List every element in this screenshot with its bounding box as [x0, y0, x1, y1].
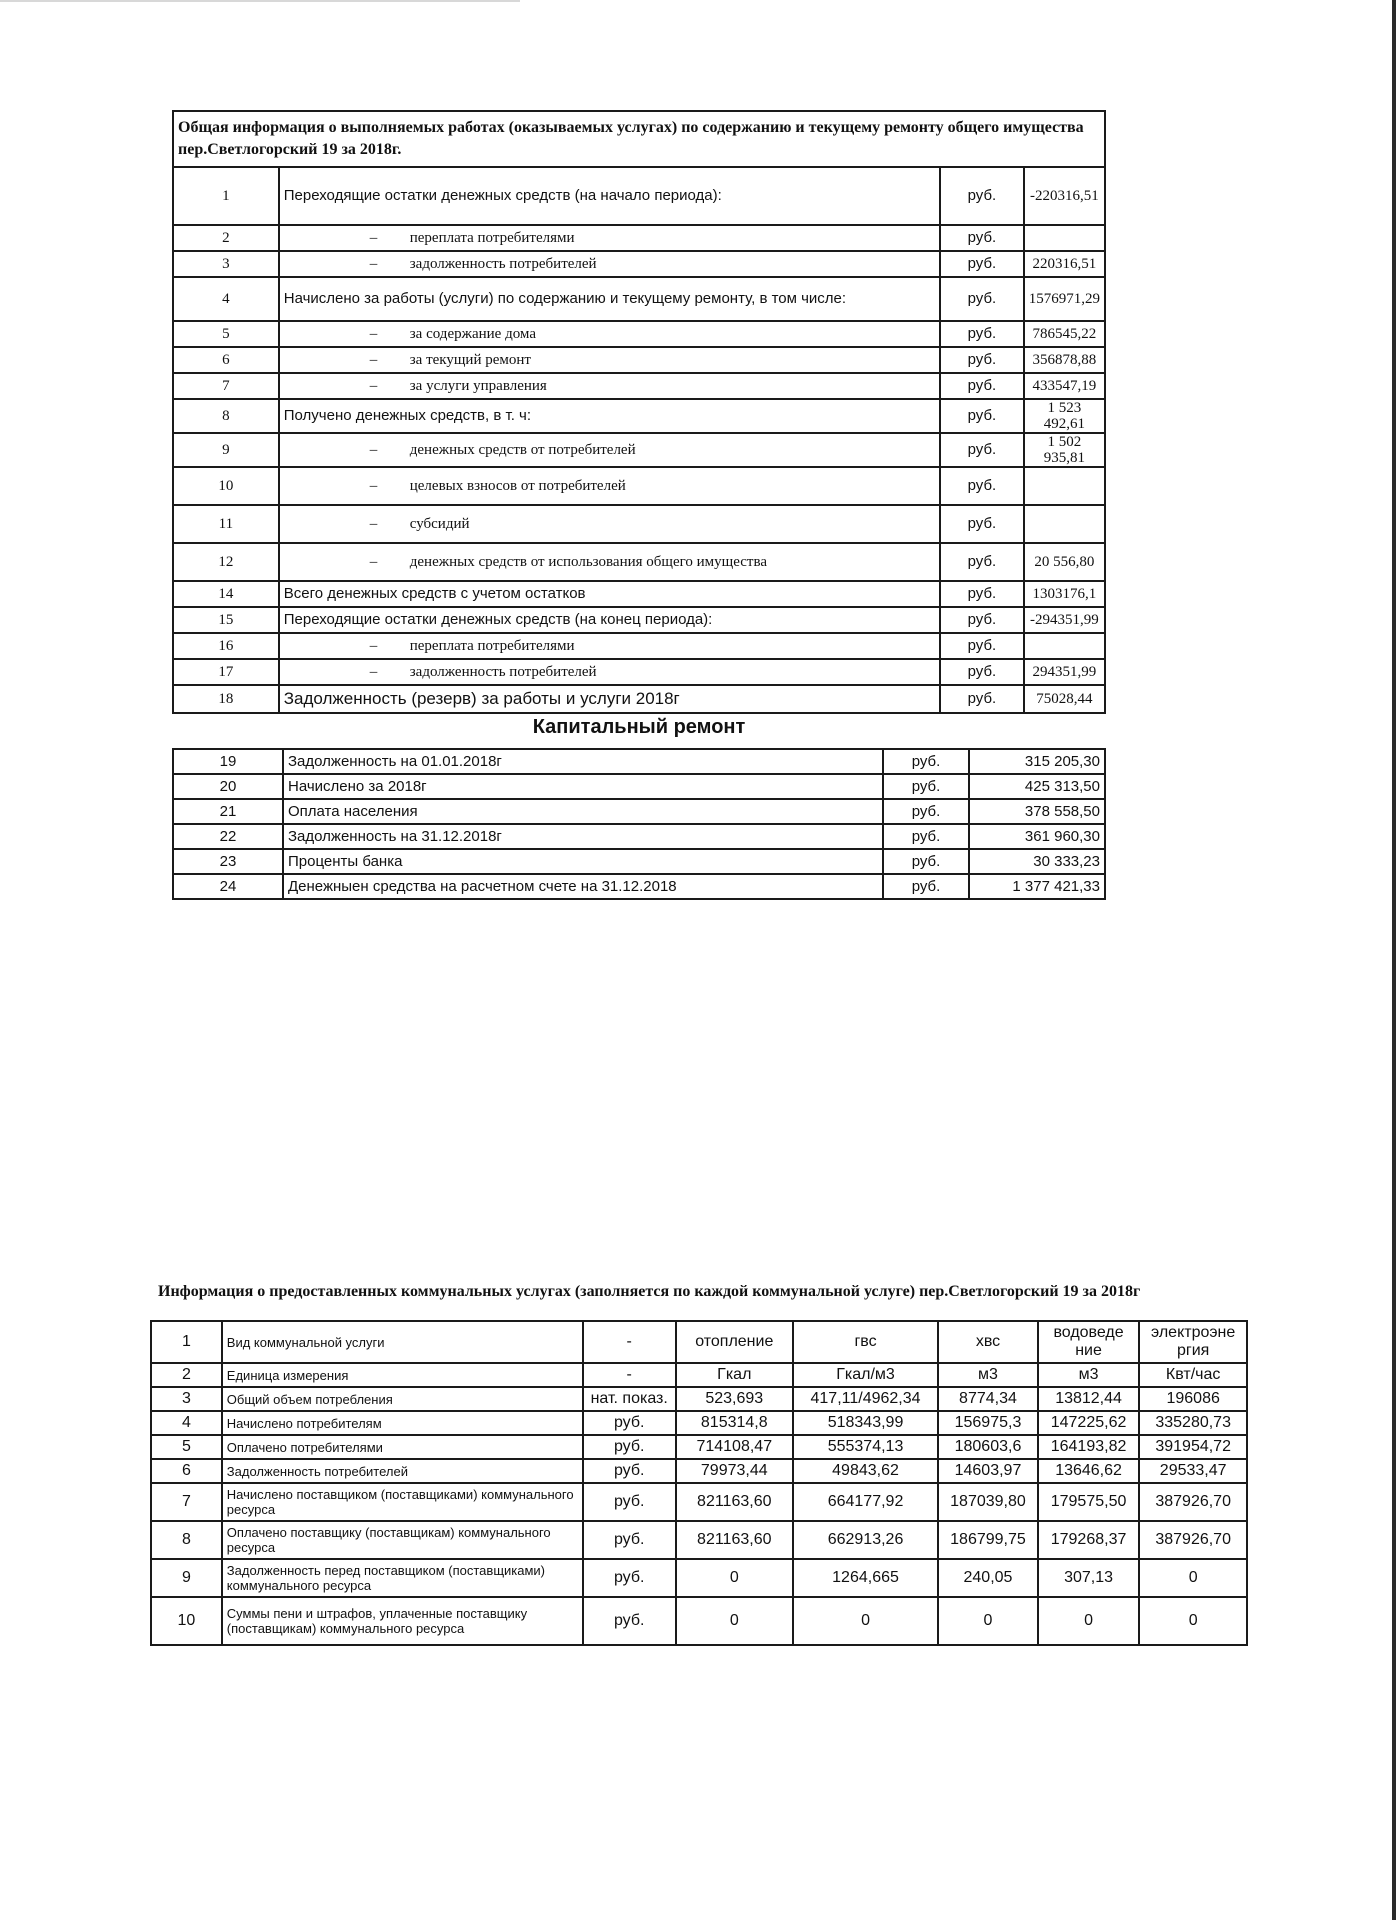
- table-row: 21 Оплата населения руб. 378 558,50: [173, 799, 1105, 824]
- table-row: 4 Начислено за работы (услуги) по содержанию и текущему ремонту, в том числе: руб. 1576971,29: [173, 277, 1105, 321]
- table-row: 8 Получено денежных средств, в т. ч: руб. 1 523 492,61: [173, 399, 1105, 433]
- table-row: 22 Задолженность на 31.12.2018г руб. 361 960,30: [173, 824, 1105, 849]
- table-row: 6 – за текущий ремонт руб. 356878,88: [173, 347, 1105, 373]
- table-row: 1 Переходящие остатки денежных средств (на начало периода): руб. -220316,51: [173, 167, 1105, 225]
- scan-artifact: [0, 0, 520, 2]
- table-row: 12 – денежных средств от использования общего имущества руб. 20 556,80: [173, 543, 1105, 581]
- table-row: 10 Суммы пени и штрафов, уплаченные поставщику (поставщикам) коммунального ресурса руб. 0 0 0 0 0: [151, 1597, 1247, 1645]
- table-row: 6 Задолженность потребителей руб. 79973,44 49843,62 14603,97 13646,62 29533,47: [151, 1459, 1247, 1483]
- table-row: 7 Начислено поставщиком (поставщиками) коммунального ресурса руб. 821163,60 664177,92 187039,80 179575,50 387926,70: [151, 1483, 1247, 1521]
- table-row: 8 Оплачено поставщику (поставщикам) коммунального ресурса руб. 821163,60 662913,26 186799,75 179268,37 387926,70: [151, 1521, 1247, 1559]
- table-row: 23 Проценты банка руб. 30 333,23: [173, 849, 1105, 874]
- general-info-title: Общая информация о выполняемых работах (оказываемых услугах) по содержанию и текущему ремонту общего имущества пер.Светлогорский 19 за 2018г.: [173, 111, 1105, 167]
- table-row: 2 – переплата потребителями руб.: [173, 225, 1105, 251]
- table-row: 5 Оплачено потребителями руб. 714108,47 555374,13 180603,6 164193,82 391954,72: [151, 1435, 1247, 1459]
- table-row: 3 Общий объем потребления нат. показ. 523,693 417,11/4962,34 8774,34 13812,44 196086: [151, 1387, 1247, 1411]
- table-row: 17 – задолженность потребителей руб. 294351,99: [173, 659, 1105, 685]
- table-row: 9 – денежных средств от потребителей руб. 1 502 935,81: [173, 433, 1105, 467]
- table-row: 7 – за услуги управления руб. 433547,19: [173, 373, 1105, 399]
- table-row: 15 Переходящие остатки денежных средств (на конец периода): руб. -294351,99: [173, 607, 1105, 633]
- general-info-table: [172, 110, 1106, 714]
- table-row: 1 Вид коммунальной услуги - отопление гвс хвс водоведе ние электроэне ргия: [151, 1321, 1247, 1363]
- capital-repair-table: [172, 748, 1106, 900]
- table-row: 20 Начислено за 2018г руб. 425 313,50: [173, 774, 1105, 799]
- table-row: 18 Задолженность (резерв) за работы и услуги 2018г руб. 75028,44: [173, 685, 1105, 713]
- table-row: 4 Начислено потребителям руб. 815314,8 518343,99 156975,3 147225,62 335280,73: [151, 1411, 1247, 1435]
- table-row: 9 Задолженность перед поставщиком (поставщиками) коммунального ресурса руб. 0 1264,665 240,05 307,13 0: [151, 1559, 1247, 1597]
- communal-services-title: Информация о предоставленных коммунальных услугах (заполняется по каждой коммунальной услуге) пер.Светлогорский 19 за 2018г: [158, 1283, 1141, 1300]
- table-row: 3 – задолженность потребителей руб. 220316,51: [173, 251, 1105, 277]
- table-row: 14 Всего денежных средств с учетом остатков руб. 1303176,1: [173, 581, 1105, 607]
- table-row: 11 – субсидий руб.: [173, 505, 1105, 543]
- communal-services-table: [150, 1320, 1248, 1646]
- table-row: 16 – переплата потребителями руб.: [173, 633, 1105, 659]
- table-row: 24 Денежныен средства на расчетном счете на 31.12.2018 руб. 1 377 421,33: [173, 874, 1105, 899]
- table-row: 10 – целевых взносов от потребителей руб.: [173, 467, 1105, 505]
- table-row: 2 Единица измерения - Гкал Гкал/м3 м3 м3 Квт/час: [151, 1363, 1247, 1387]
- table-row: 5 – за содержание дома руб. 786545,22: [173, 321, 1105, 347]
- capital-repair-title: Капитальный ремонт: [532, 716, 746, 738]
- scan-edge: [1392, 0, 1396, 1920]
- table-row: 19 Задолженность на 01.01.2018г руб. 315 205,30: [173, 749, 1105, 774]
